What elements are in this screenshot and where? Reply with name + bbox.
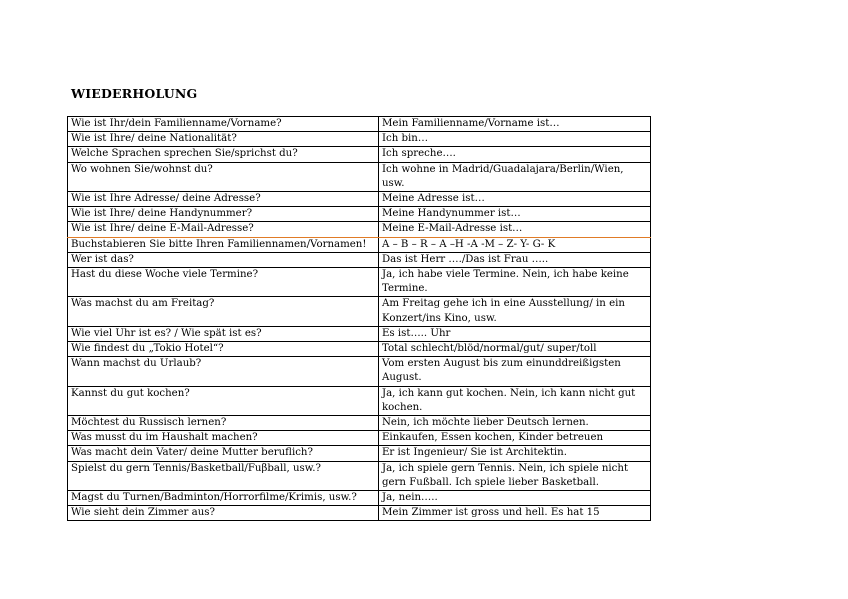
answer-cell: Ja, ich kann gut kochen. Nein, ich kann nicht gut kochen. [379, 386, 651, 415]
question-cell: Wie ist Ihr/dein Familienname/Vorname? [68, 117, 379, 132]
answer-cell: Das ist Herr …./Das ist Frau ….. [379, 252, 651, 267]
answer-cell: Ich bin… [379, 132, 651, 147]
answer-cell: Ich wohne in Madrid/Guadalajara/Berlin/Wien, usw. [379, 162, 651, 191]
question-cell: Möchtest du Russisch lernen? [68, 416, 379, 431]
answer-cell: Es ist….. Uhr [379, 326, 651, 341]
question-cell: Wo wohnen Sie/wohnst du? [68, 162, 379, 191]
question-cell: Wer ist das? [68, 252, 379, 267]
question-cell: Wie ist Ihre/ deine E-Mail-Adresse? [68, 222, 379, 237]
answer-cell: Vom ersten August bis zum einunddreißigsten August. [379, 357, 651, 386]
question-cell: Was machst du am Freitag? [68, 297, 379, 326]
answer-cell: Nein, ich möchte lieber Deutsch lernen. [379, 416, 651, 431]
question-cell: Hast du diese Woche viele Termine? [68, 268, 379, 297]
table-row [68, 491, 651, 506]
question-cell: Spielst du gern Tennis/Basketball/Fuβball, usw.? [68, 461, 379, 490]
answer-cell: Ja, ich habe viele Termine. Nein, ich habe keine Termine. [379, 268, 651, 297]
question-cell: Magst du Turnen/Badminton/Horrorfilme/Krimis, usw.? [68, 491, 379, 506]
question-cell: Buchstabieren Sie bitte Ihren Familiennamen/Vornamen! [68, 237, 379, 252]
answer-cell: Ich spreche…. [379, 147, 651, 162]
table-row [68, 416, 651, 431]
answer-cell: Meine Handynummer ist… [379, 207, 651, 222]
question-cell: Wie ist Ihre/ deine Nationalität? [68, 132, 379, 147]
table-row [68, 326, 651, 341]
table-row [68, 446, 651, 461]
table-row [68, 147, 651, 162]
table-row [68, 207, 651, 222]
table-row [68, 162, 651, 191]
question-cell: Welche Sprachen sprechen Sie/sprichst du? [68, 147, 379, 162]
answer-cell: Meine Adresse ist… [379, 192, 651, 207]
answer-cell: Ja, nein….. [379, 491, 651, 506]
table-row [68, 357, 651, 386]
answer-cell: Er ist Ingenieur/ Sie ist Architektin. [379, 446, 651, 461]
answer-cell: Ja, ich spiele gern Tennis. Nein, ich spiele nicht gern Fußball. Ich spiele lieber Basketball. [379, 461, 651, 490]
answer-cell: A – B – R – A –H -A -M – Z- Y- G- K [379, 237, 651, 252]
table-row [68, 461, 651, 490]
question-cell: Kannst du gut kochen? [68, 386, 379, 415]
document-heading: WIEDERHOLUNG [71, 86, 198, 101]
question-cell: Wie ist Ihre Adresse/ deine Adresse? [68, 192, 379, 207]
table-row [68, 268, 651, 297]
table-row [68, 237, 651, 252]
question-cell: Wie viel Uhr ist es? / Wie spät ist es? [68, 326, 379, 341]
table-row [68, 506, 651, 521]
answer-cell: Einkaufen, Essen kochen, Kinder betreuen [379, 431, 651, 446]
table-row [68, 386, 651, 415]
question-cell: Was macht dein Vater/ deine Mutter beruflich? [68, 446, 379, 461]
table-row [68, 192, 651, 207]
question-cell: Wie findest du „Tokio Hotel“? [68, 342, 379, 357]
answer-cell: Mein Familienname/Vorname ist… [379, 117, 651, 132]
answer-cell: Am Freitag gehe ich in eine Ausstellung/ in ein Konzert/ins Kino, usw. [379, 297, 651, 326]
answer-cell: Total schlecht/blöd/normal/gut/ super/toll [379, 342, 651, 357]
table-row [68, 252, 651, 267]
answer-cell: Mein Zimmer ist gross und hell. Es hat 15 [379, 506, 651, 521]
question-cell: Was musst du im Haushalt machen? [68, 431, 379, 446]
question-cell: Wie ist Ihre/ deine Handynummer? [68, 207, 379, 222]
answer-cell: Meine E-Mail-Adresse ist… [379, 222, 651, 237]
table-row [68, 222, 651, 237]
table-row [68, 431, 651, 446]
table-row [68, 342, 651, 357]
question-cell: Wann machst du Urlaub? [68, 357, 379, 386]
question-answer-table [67, 116, 651, 521]
table-row [68, 297, 651, 326]
table-row [68, 117, 651, 132]
table-row [68, 132, 651, 147]
question-cell: Wie sieht dein Zimmer aus? [68, 506, 379, 521]
